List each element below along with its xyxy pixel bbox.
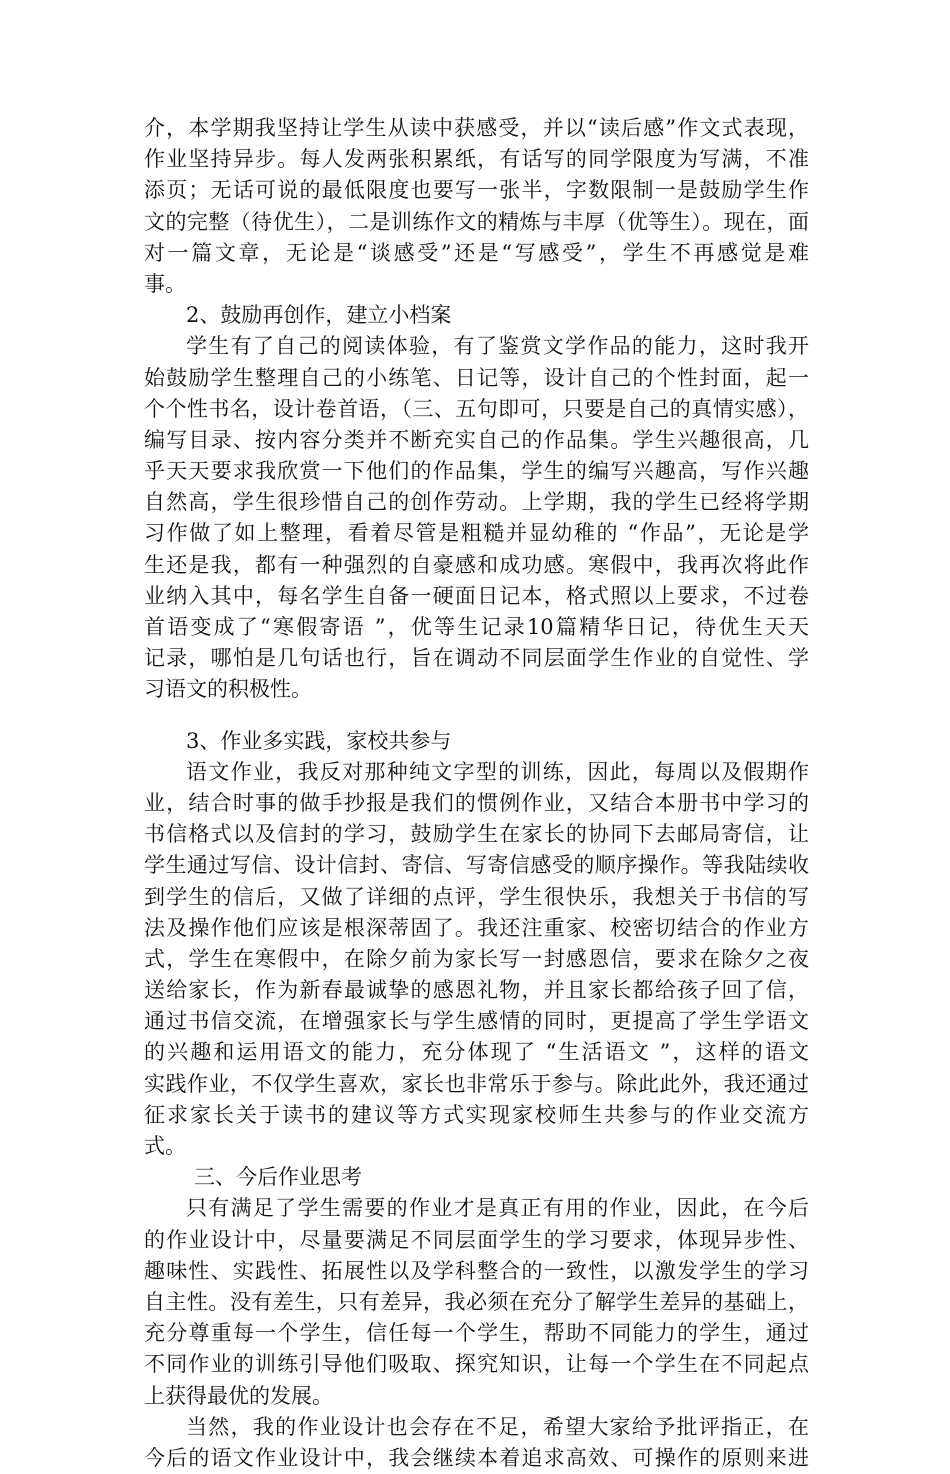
paragraph-continuation [144, 113, 809, 300]
text-line: 今后的语文作业设计中，我会继续本着追求高效、可操作的原则来进 [144, 1445, 809, 1470]
heading-text: 3、作业多实践，家校共参与 [186, 728, 452, 753]
text-line: 习语文的积极性。 [144, 677, 312, 702]
section-heading-part3 [144, 1162, 809, 1193]
section-heading-3 [144, 726, 809, 757]
text-line: 充分尊重每一个学生，信任每一个学生，帮助不同能力的学生，通过 [144, 1321, 809, 1346]
text-line: 业，结合时事的做手抄报是我们的惯例作业，又结合本册书中学习的 [144, 790, 809, 815]
blank-line [144, 706, 809, 726]
text-line: 征求家长关于读书的建议等方式实现家校师生共参与的作业交流方 [144, 1102, 809, 1127]
heading-text: 三、今后作业思考 [194, 1165, 362, 1190]
text-line: 始鼓励学生整理自己的小练笔、日记等，设计自己的个性封面，起一 [144, 365, 809, 390]
text-line: 自然高，学生很珍惜自己的创作劳动。上学期，我的学生已经将学期 [144, 490, 809, 515]
text-line: 当然，我的作业设计也会存在不足，希望大家给予批评指正，在 [186, 1414, 809, 1439]
text-line: 不同作业的训练引导他们吸取、探究知识，让每一个学生在不同起点 [144, 1352, 809, 1377]
text-line: 个个性书名，设计卷首语，（三、五句即可，只要是自己的真情实感）， [144, 396, 809, 421]
text-line: 乎天天要求我欣赏一下他们的作品集，学生的编写兴趣高，写作兴趣 [144, 459, 809, 484]
text-line: 首语变成了“寒假寄语 ”，优等生记录10篇精华日记，待优生天天 [144, 615, 809, 639]
text-line: 学生通过写信、设计信封、寄信、写寄信感受的顺序操作。等我陆续收 [144, 853, 809, 878]
text-line: 文的完整（待优生），二是训练作文的精炼与丰厚（优等生）。现在，面 [144, 209, 809, 234]
text-line: 通过书信交流，在增强家长与学生感情的同时，更提高了学生学语文 [144, 1009, 809, 1034]
text-line: 作业坚持异步。每人发两张积累纸，有话写的同学限度为写满，不准 [144, 147, 809, 172]
text-line: 法及操作他们应该是根深蒂固了。我还注重家、校密切结合的作业方 [144, 915, 809, 940]
text-line: 对一篇文章，无论是“谈感受”还是“写感受”，学生不再感觉是难 [144, 240, 809, 265]
section-heading-2 [144, 300, 809, 331]
text-line: 的兴趣和运用语文的能力，充分体现了 “生活语文 ”，这样的语文 [144, 1040, 809, 1065]
text-line: 编写目录、按内容分类并不断充实自己的作品集。学生兴趣很高，几 [144, 427, 809, 452]
paragraph-closing [144, 1412, 809, 1474]
text-line: 习作做了如上整理，看着尽管是粗糙并显幼稚的 “作品”，无论是学 [144, 521, 809, 546]
heading-text: 2、鼓励再创作，建立小档案 [186, 303, 452, 328]
text-line: 介，本学期我坚持让学生从读中获感受，并以“读后感”作文式表现， [144, 116, 809, 140]
text-line: 的作业设计中，尽量要满足不同层面学生的学习要求，体现异步性、 [144, 1227, 809, 1252]
text-line: 书信格式以及信封的学习，鼓励学生在家长的协同下去邮局寄信，让 [144, 822, 809, 847]
paragraph-practice [144, 757, 809, 1162]
text-line: 语文作业，我反对那种纯文字型的训练，因此，每周以及假期作 [186, 759, 809, 784]
text-line: 到学生的信后，又做了详细的点评，学生很快乐，我想关于书信的写 [144, 884, 809, 909]
text-line: 记录，哪怕是几句话也行，旨在调动不同层面学生作业的自觉性、学 [144, 646, 809, 671]
text-line: 送给家长，作为新春最诚挚的感恩礼物，并且家长都给孩子回了信， [144, 978, 809, 1003]
text-line: 式，学生在寒假中，在除夕前为家长写一封感恩信，要求在除夕之夜 [144, 946, 809, 971]
document-page [144, 113, 809, 1474]
text-line: 事。 [144, 271, 186, 296]
text-line: 生还是我，都有一种强烈的自豪感和成功感。寒假中，我再次将此作 [144, 552, 809, 577]
text-line: 上获得最优的发展。 [144, 1383, 333, 1408]
text-line: 只有满足了学生需要的作业才是真正有用的作业，因此，在今后 [186, 1196, 809, 1221]
paragraph-reflection [144, 1193, 809, 1411]
text-line: 式。 [144, 1134, 186, 1158]
paragraph-archive [144, 331, 809, 705]
text-line: 学生有了自己的阅读体验，有了鉴赏文学作品的能力，这时我开 [186, 334, 809, 359]
text-line: 添页；无话可说的最低限度也要写一张半，字数限制一是鼓励学生作 [144, 178, 809, 203]
text-line: 实践作业，不仅学生喜欢，家长也非常乐于参与。除此此外，我还通过 [144, 1071, 809, 1096]
text-line: 业纳入其中，每名学生自备一硬面日记本，格式照以上要求，不过卷 [144, 583, 809, 608]
text-line: 自主性。没有差生，只有差异，我必须在充分了解学生差异的基础上， [144, 1289, 809, 1314]
text-line: 趣味性、实践性、拓展性以及学科整合的一致性，以激发学生的学习 [144, 1258, 809, 1283]
